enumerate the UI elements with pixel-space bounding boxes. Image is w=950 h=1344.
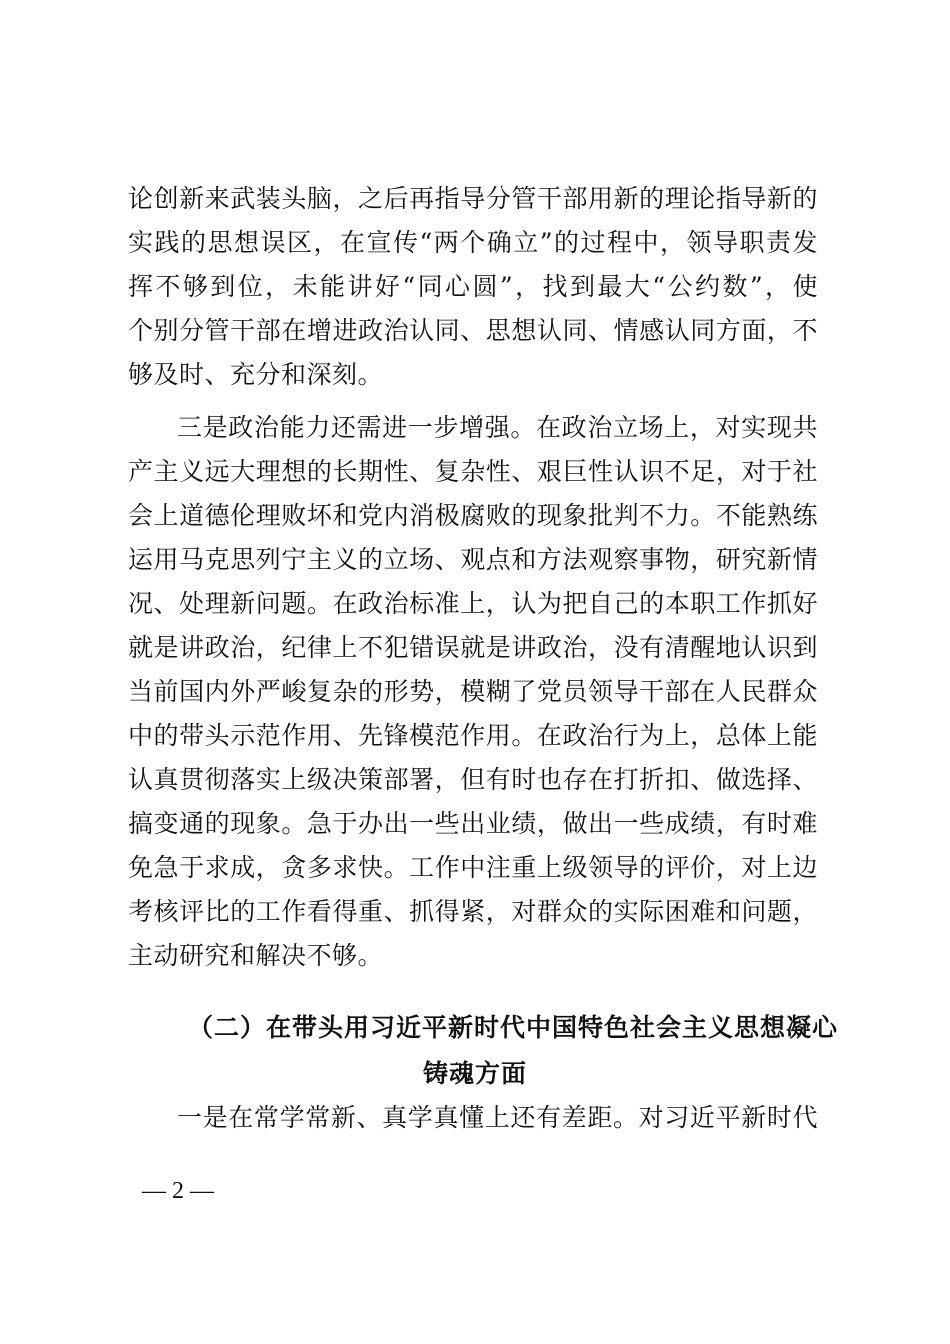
text-line: 认真贯彻落实上级决策部署，但有时也存在打折扣、做选择、 (128, 765, 818, 794)
text-line: 三是政治能力还需进一步增强。在政治立场上，对实现共 (177, 413, 818, 442)
text-line: 一是在常学常新、真学真懂上还有差距。对习近平新时代 (177, 1103, 818, 1132)
text-line: 就是讲政治，纪律上不犯错误就是讲政治，没有清醒地认识到 (128, 633, 818, 662)
text-line: 主动研究和解决不够。 (128, 941, 384, 970)
text-line: 会上道德伦理败坏和党内消极腐败的现象批判不力。不能熟练 (128, 501, 818, 530)
text-line: 免急于求成，贪多求快。工作中注重上级领导的评价，对上边 (128, 853, 818, 882)
text-line: 中的带头示范作用、先锋模范作用。在政治行为上，总体上能 (128, 721, 818, 750)
section-heading-line: （二）在带头用习近平新时代中国特色社会主义思想凝心 (188, 1013, 839, 1042)
text-line: 论创新来武装头脑，之后再指导分管干部用新的理论指导新的 (128, 184, 818, 213)
page-number: — 2 — (142, 1178, 214, 1204)
text-line: 搞变通的现象。急于办出一些出业绩，做出一些成绩，有时难 (128, 809, 818, 838)
text-line: 考核评比的工作看得重、抓得紧，对群众的实际困难和问题， (128, 897, 818, 926)
text-line: 况、处理新问题。在政治标准上，认为把自己的本职工作抓好 (128, 589, 818, 618)
text-line: 当前国内外严峻复杂的形势，模糊了党员领导干部在人民群众 (128, 677, 818, 706)
text-line: 够及时、充分和深刻。 (128, 360, 384, 389)
text-line: 运用马克思列宁主义的立场、观点和方法观察事物，研究新情 (128, 545, 818, 574)
text-line: 挥不够到位，未能讲好“同心圆”，找到最大“公约数”，使 (128, 272, 818, 301)
text-line: 个别分管干部在增进政治认同、思想认同、情感认同方面，不 (128, 316, 818, 345)
text-line: 产主义远大理想的长期性、复杂性、艰巨性认识不足，对于社 (128, 457, 818, 486)
section-heading-line: 铸魂方面 (422, 1059, 527, 1088)
text-line: 实践的思想误区，在宣传“两个确立”的过程中，领导职责发 (128, 228, 818, 257)
